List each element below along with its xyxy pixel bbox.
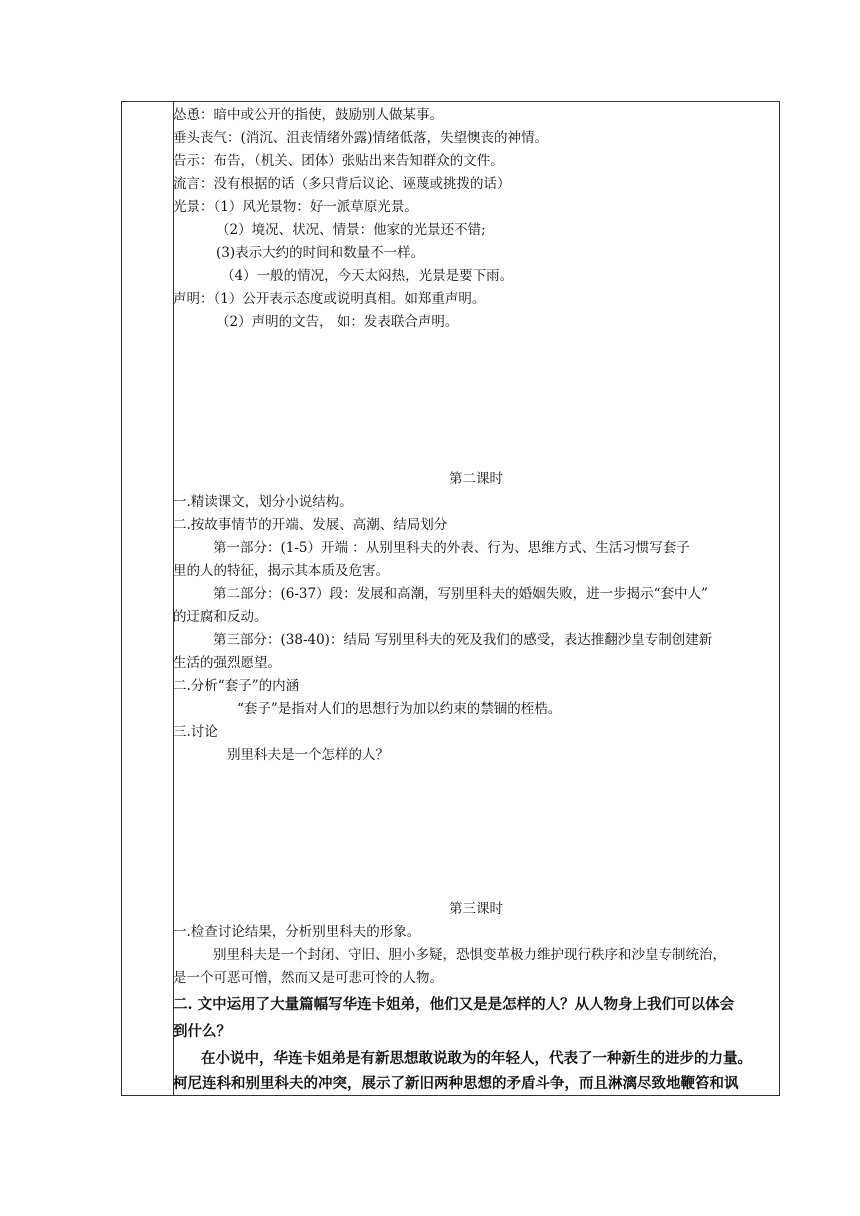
question-line: 二. 文中运用了大量篇幅写华连卡姐弟，他们又是是怎样的人？从人物身上我们可以体会 — [173, 996, 735, 1013]
text-line: 二.分析“套子”的内涵 — [173, 678, 300, 694]
term-line: （2）境况、状况、情景：他家的光景还不错; — [216, 222, 486, 238]
text-line: 别里科夫是一个封闭、守旧、胆小多疑，恐惧变革极力维护现行秩序和沙皇专制统治， — [213, 947, 726, 963]
text-line: 生活的强烈愿望。 — [173, 655, 281, 671]
text-line: 一.检查讨论结果，分析别里科夫的形象。 — [173, 924, 421, 940]
term-line: (3)表示大约的时间和数量不一样。 — [216, 245, 425, 261]
lesson-title: 第三课时 — [449, 901, 503, 917]
text-line: 别里科夫是一个怎样的人？ — [227, 747, 389, 763]
text-line: 第三部分：(38-40)：结局 写别里科夫的死及我们的感受，表达推翻沙皇专制创建新 — [213, 632, 713, 648]
lesson-plan-table — [121, 101, 780, 1096]
text-line: 一.精读课文，划分小说结构。 — [173, 494, 353, 510]
term-line: （4）一般的情况，今天太闷热，光景是要下雨。 — [221, 268, 514, 284]
content-cell — [173, 102, 779, 1095]
text-line: 的迂腐和反动。 — [173, 609, 268, 625]
answer-line: 柯尼连科和别里科夫的冲突，展示了新旧两种思想的矛盾斗争，而且淋漓尽致地鞭笞和讽 — [173, 1075, 739, 1092]
text-line: 第二部分：(6-37）段：发展和高潮，写别里科夫的婚姻失败，进一步揭示“套中人” — [213, 586, 708, 602]
term-line: 声明：（1）公开表示态度或说明真相。如郑重声明。 — [173, 291, 486, 307]
text-line: 是一个可恶可憎，然而又是可悲可怜的人物。 — [173, 970, 443, 986]
text-line: 二.按故事情节的开端、发展、高潮、结局划分 — [173, 517, 448, 533]
answer-line: 在小说中，华连卡姐弟是有新思想敢说敢为的年轻人，代表了一种新生的进步的力量。 — [201, 1050, 752, 1067]
term-line: 光景：（1）风光景物：好一派草原光景。 — [173, 199, 418, 215]
term-line: （2）声明的文告， 如：发表联合声明。 — [216, 314, 459, 330]
text-line: 第一部分：(1-5）开端 ：从别里科夫的外表、行为、思维方式、生活习惯写套子 — [213, 540, 690, 556]
term-line: 怂恿：暗中或公开的指使，鼓励别人做某事。 — [173, 107, 443, 123]
lesson-title: 第二课时 — [449, 471, 503, 487]
term-line: 流言：没有根据的话（多只背后议论、诬蔑或挑拨的话） — [173, 176, 511, 192]
term-line: 告示：布告，（机关、团体）张贴出来告知群众的文件。 — [173, 153, 504, 169]
text-line: 三.讨论 — [173, 724, 218, 740]
term-line: 垂头丧气：(消沉、沮丧情绪外露)情绪低落，失望懊丧的神情。 — [173, 130, 549, 146]
question-line: 到什么？ — [173, 1023, 231, 1040]
text-line: “套子”是指对人们的思想行为加以约束的禁锢的桎梏。 — [237, 701, 562, 717]
text-line: 里的人的特征，揭示其本质及危害。 — [173, 563, 389, 579]
